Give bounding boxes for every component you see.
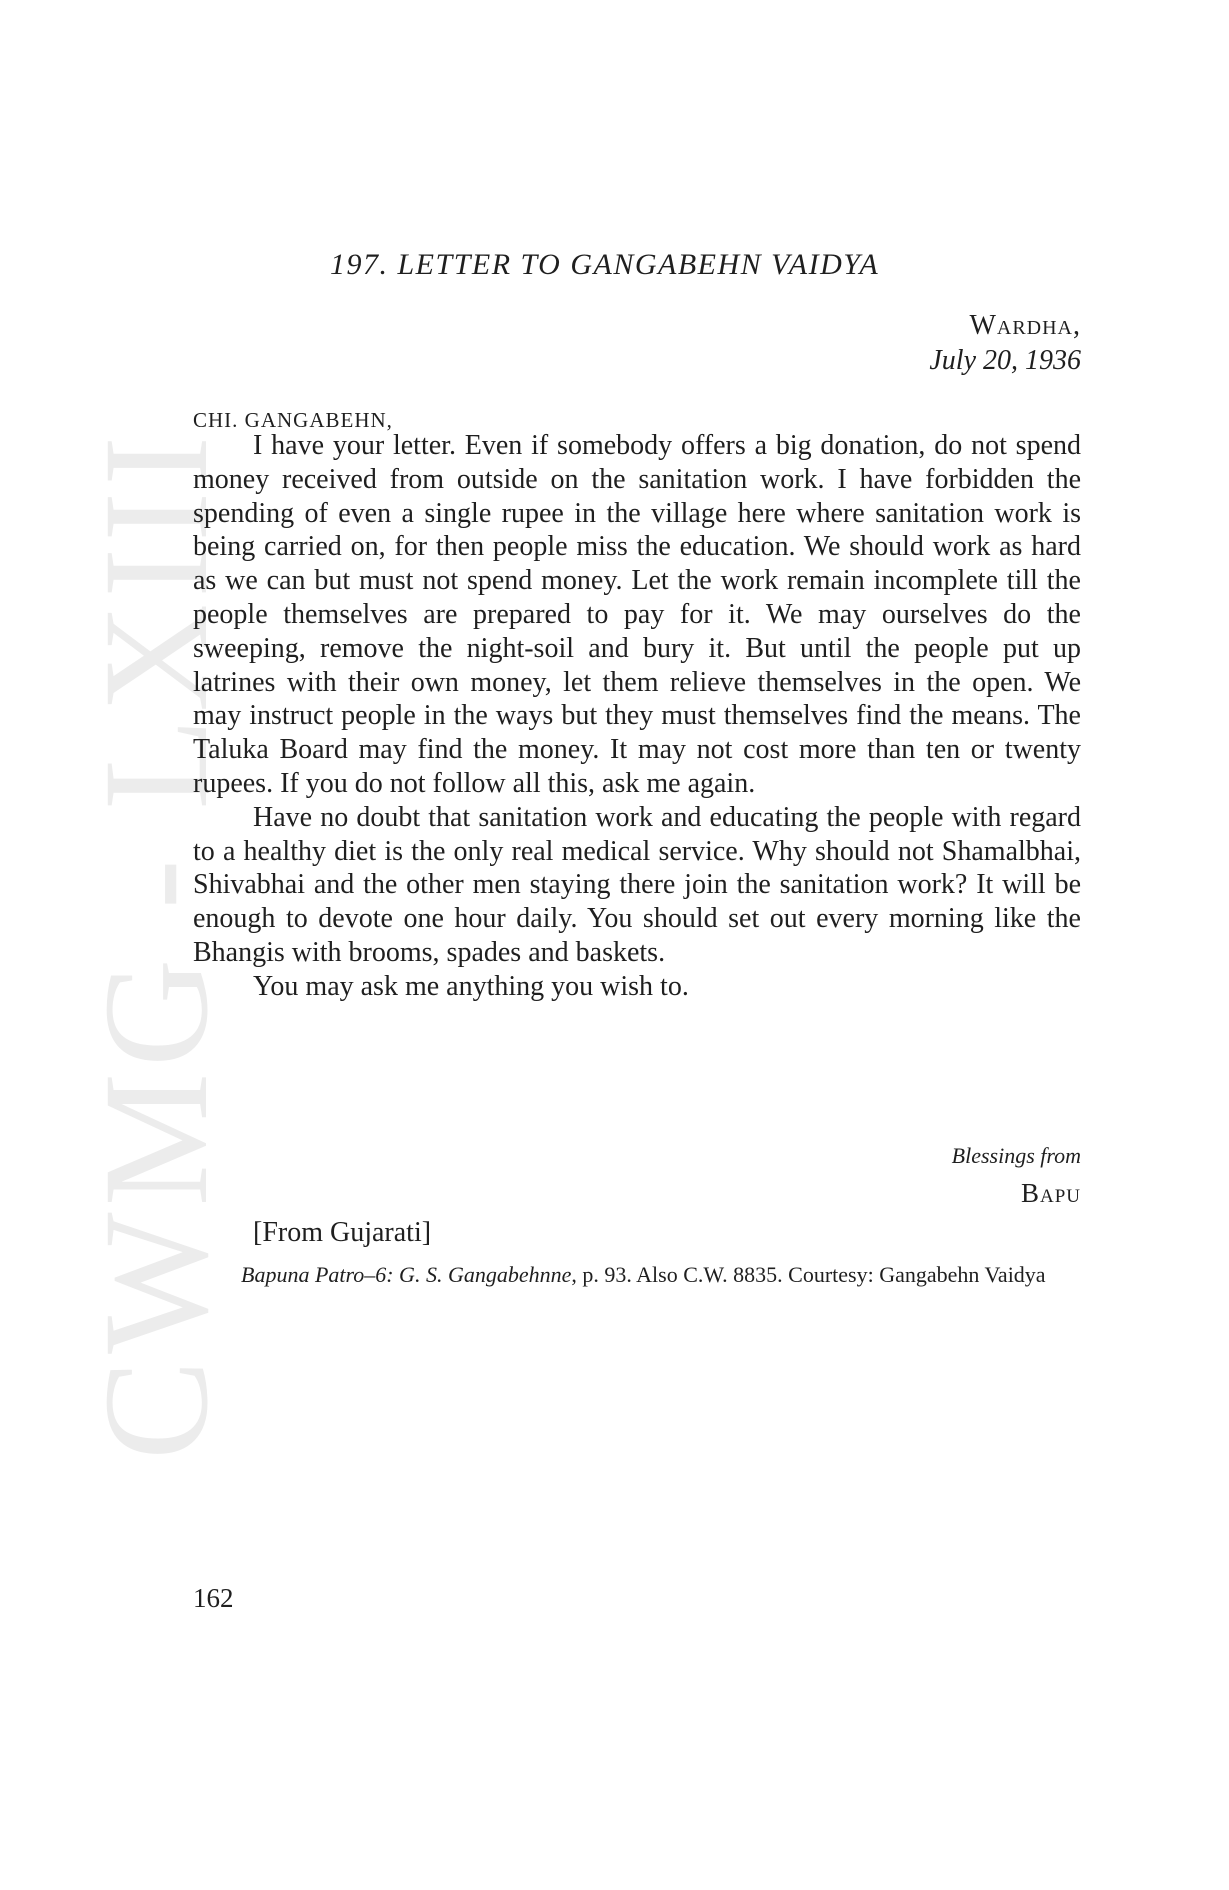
paragraph-1: I have your letter. Even if somebody offers a big donation, do not spend money received from outside on the sanitation work. I have forbidden the spending of even a single rupee in the village here where sanitation work is being carried on, for then people miss the education. We should work as hard as we can but must not spend money. Let the work remain incomplete till the people themselves are prepared to pay for it. We may ourselves do the sweeping, remove the night-soil and bury it. But until the people put up latrines with their own money, let them relieve themselves in the open. We may instruct people in the ways but they must themselves find the means. The Taluka Board may find the money. It may not cost more than ten or twenty rupees. If you do not follow all this, ask me again.: [193, 430, 1081, 799]
letter-place: Wardha,: [969, 310, 1081, 341]
source-book: Bapuna Patro–6: G. S. Gangabehnne: [241, 1262, 572, 1287]
letter-date: July 20, 1936: [929, 345, 1081, 376]
letter-title: 197. LETTER TO GANGABEHN VAIDYA: [330, 248, 880, 281]
page-number: 162: [193, 1583, 234, 1613]
paragraph-2: Have no doubt that sanitation work and educating the people with regard to a healthy diet is the only real medical service. Why should not Shamalbhai, Shivabhai and the other men staying there join the sanitation work? It will be enough to devote one hour daily. You should set out every morning like the Bhangis with brooms, spades and baskets.: [193, 801, 1081, 968]
source-note: [193, 1258, 1081, 1291]
watermark: CWMG - LXIII: [73, 429, 239, 1460]
paragraph-3: You may ask me anything you wish to.: [253, 970, 689, 1002]
source-language: [From Gujarati]: [253, 1217, 432, 1248]
source-details: , p. 93. Also C.W. 8835. Courtesy: Gangabehn Vaidya: [571, 1262, 1046, 1287]
closing: Blessings from: [951, 1143, 1081, 1168]
salutation: CHI. GANGABEHN,: [193, 408, 393, 432]
signature: Bapu: [1020, 1178, 1081, 1208]
letter-body: [193, 429, 1081, 1004]
